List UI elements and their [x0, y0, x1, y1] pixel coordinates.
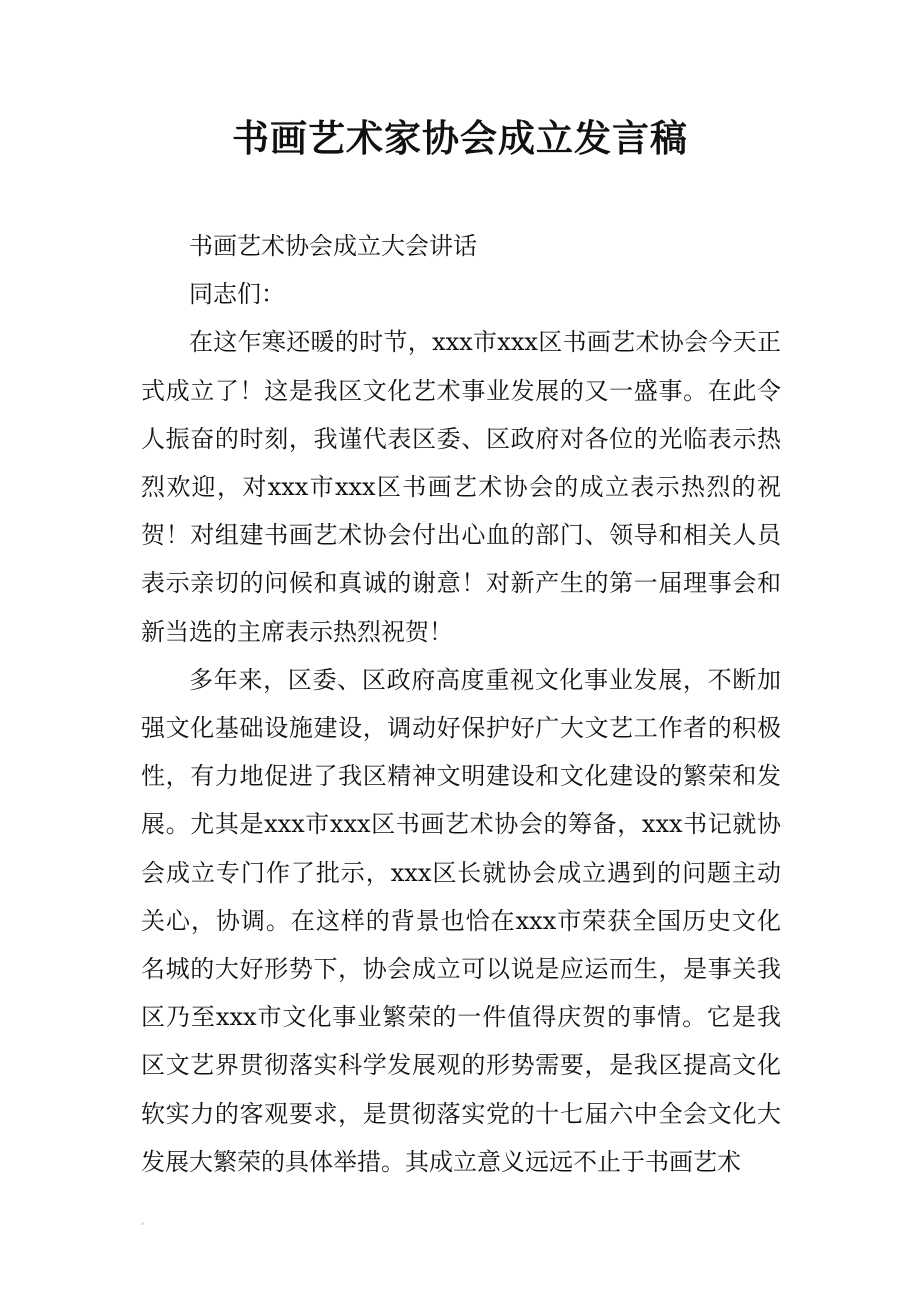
- document-title: 书画艺术家协会成立发言稿: [232, 116, 688, 160]
- page-mark: [141, 1222, 144, 1225]
- document-body: [141, 222, 781, 1186]
- paragraph-opening: 在这乍寒还暖的时节，xxx市xxx区书画艺术协会今天正式成立了！这是我区文化艺术事业发展的又一盛事。在此令人振奋的时刻，我谨代表区委、区政府对各位的光临表示热烈欢迎，对xxx市xxx区书画艺术协会的成立表示热烈的祝贺！对组建书画艺术协会付出心血的部门、领导和相关人员表示亲切的问候和真诚的谢意！对新产生的第一届理事会和新当选的主席表示热烈祝贺！: [141, 328, 781, 646]
- salutation: 同志们：: [189, 280, 285, 309]
- speech-heading: 书画艺术协会成立大会讲话: [189, 232, 477, 260]
- paragraph-background: 多年来，区委、区政府高度重视文化事业发展，不断加强文化基础设施建设，调动好保护好广大文艺工作者的积极性，有力地促进了我区精神文明建设和文化建设的繁荣和发展。尤其是xxx市xxx区书画艺术协会的筹备，xxx书记就协会成立专门作了批示，xxx区长就协会成立遇到的问题主动关心，协调。在这样的背景也恰在xxx市荣获全国历史文化名城的大好形势下，协会成立可以说是应运而生，是事关我区乃至xxx市文化事业繁荣的一件值得庆贺的事情。它是我区文艺界贯彻落实科学发展观的形势需要，是我区提高文化软实力的客观要求，是贯彻落实党的十七届六中全会文化大发展大繁荣的具体举措。其成立意义远远不止于书画艺术: [141, 665, 781, 1176]
